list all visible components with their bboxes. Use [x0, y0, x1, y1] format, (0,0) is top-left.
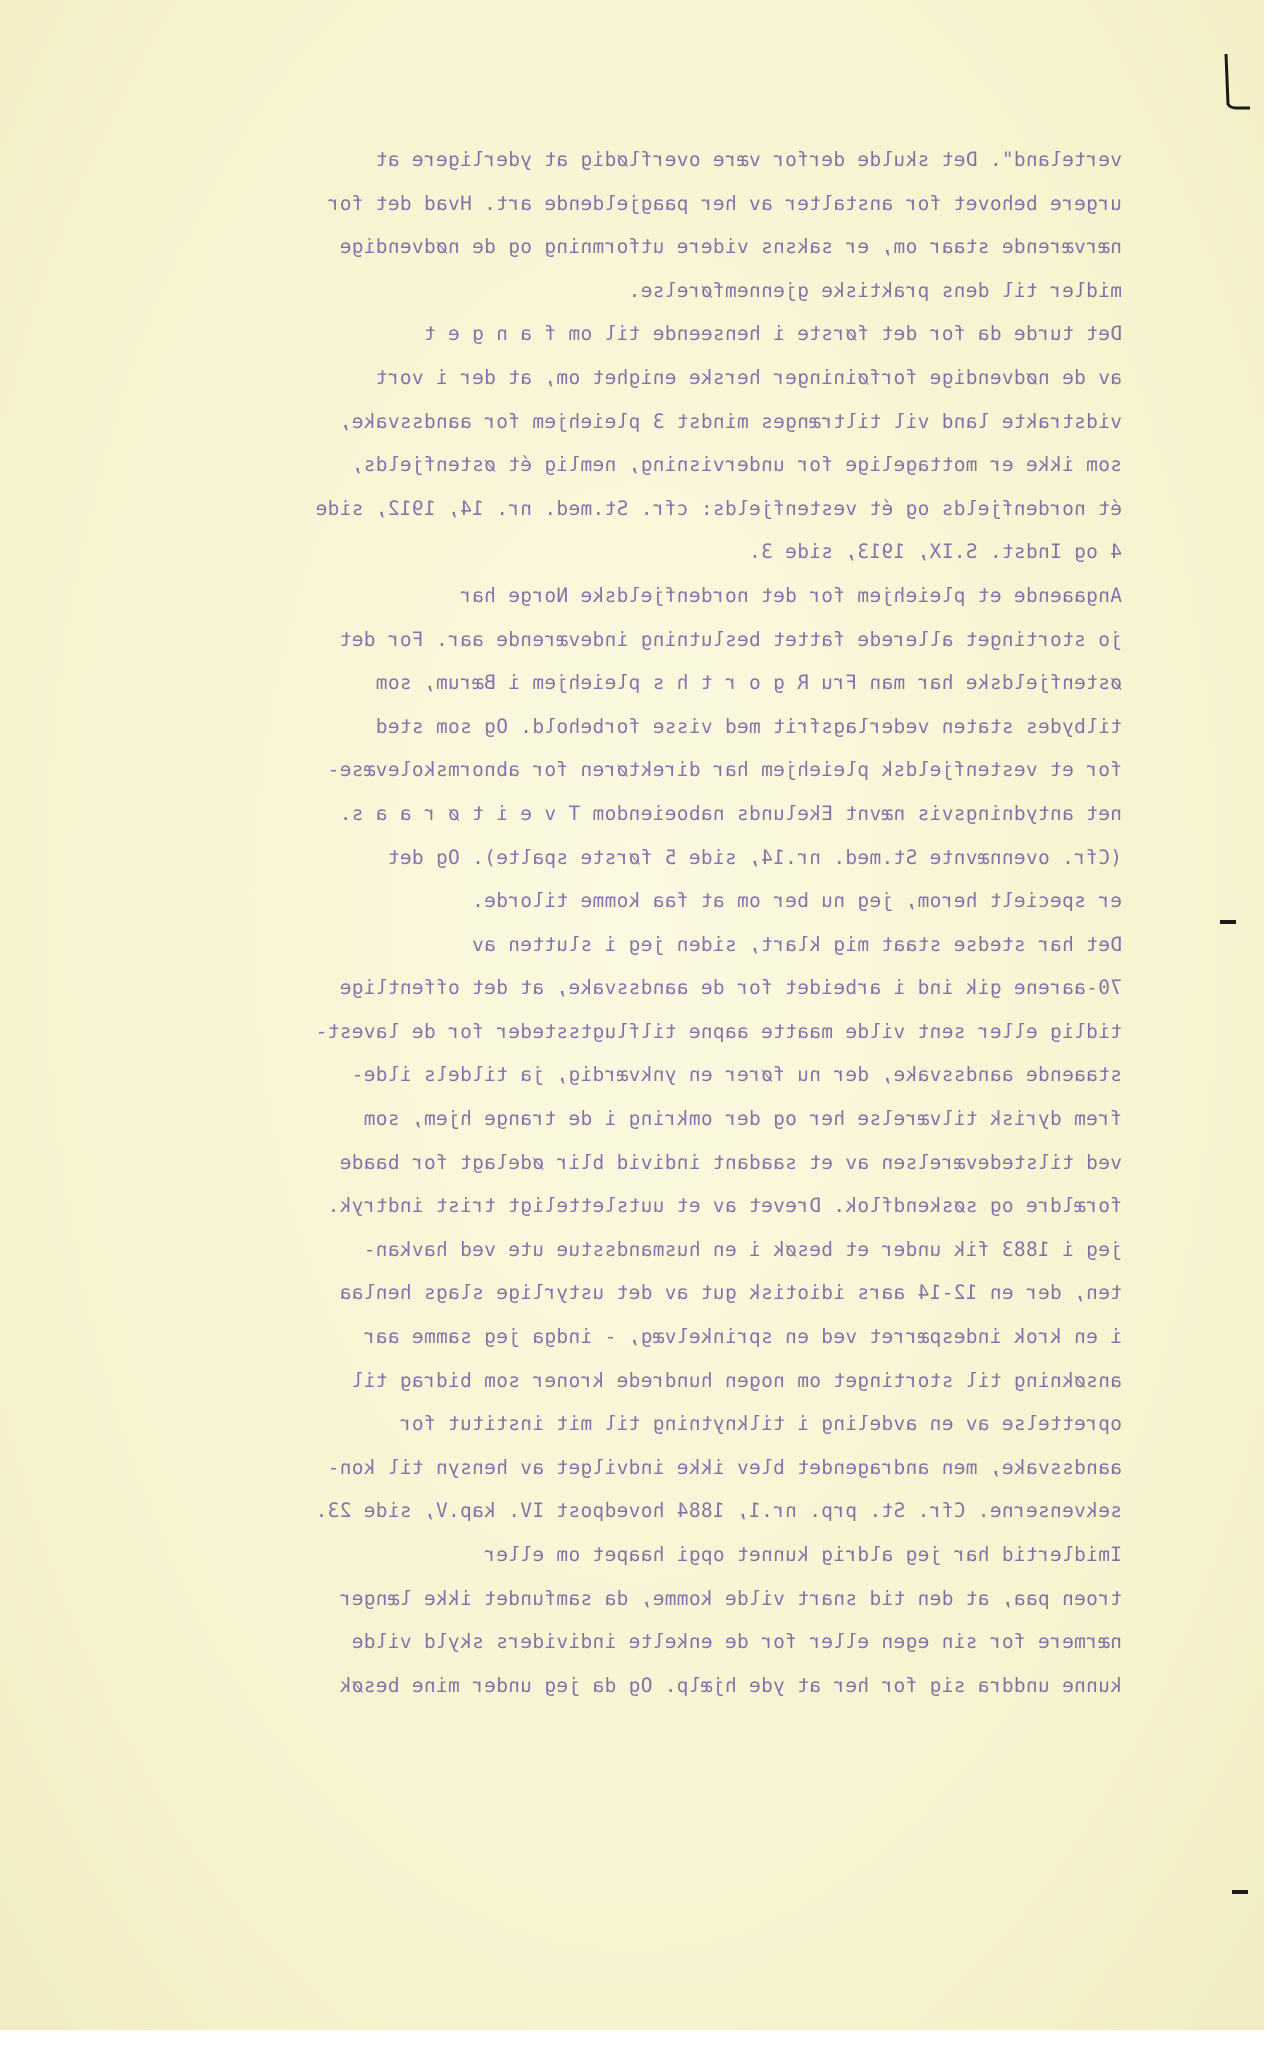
text-line: for et vestenfjeldsk pleiehjem har direktøren for abnormskolevæse- — [327, 758, 1122, 782]
text-line: aandssvake, men andragendet blev ikke indvilget av hensyn til kon- — [327, 1455, 1122, 1479]
text-line: er specielt herom, jeg nu ber om at faa komme tilorde. — [471, 889, 1122, 913]
text-line: ét nordenfjelds og ét vestenfjelds: cfr. St.med. nr. 14, 1912, side — [315, 496, 1122, 520]
text-line: jeg i 1883 fik under et besøk i en husmandsstue ute ved havkan- — [363, 1237, 1122, 1261]
text-line: kunne unddra sig for her at yde hjælp. Og da jeg under mine besøk — [339, 1673, 1122, 1697]
text-line: forældre og søskendflok. Drevet av et uutsletteligt trist indtryk. — [327, 1194, 1122, 1218]
text-line: i en krok indespærret ved en sprinkelvæg, - indga jeg samme aar — [363, 1325, 1122, 1349]
text-line: net antydningsvis nævnt Ekelunds naboeiendom T v e i t ø r a a s. — [339, 801, 1122, 825]
text-line: Imidlertid har jeg aldrig kunnet opgi haapet om eller — [483, 1543, 1122, 1566]
text-line: ten, der en 12-14 aars idiotisk gut av det ustyrlige slags henlaa — [339, 1281, 1122, 1305]
bleed-through-text — [102, 138, 1122, 1707]
corner-bracket-mark — [1222, 50, 1252, 112]
text-line: som ikke er mottagelige for undervisning, nemlig ét østenfjelds, — [351, 453, 1122, 477]
text-line: urgere behovet for anstalter av her paagjeldende art. Hvad det for — [327, 191, 1122, 215]
text-line: troen paa, at den tid snart vilde komme, da samfundet ikke længer — [339, 1586, 1122, 1610]
text-line: staaende aandssvake, der nu fører en ynkværdig, ja tildels ilde- — [351, 1063, 1122, 1087]
text-line: 70-aarene gik ind i arbeidet for de aandssvake, at det offentlige — [339, 976, 1122, 1000]
margin-tick-mark — [1220, 920, 1236, 924]
text-line: Det turde da for det første i henseende til om f a n g e t — [423, 322, 1122, 346]
text-line: oprettelse av en avdeling i tilknytning til mit institut for — [399, 1412, 1122, 1436]
text-line: (Cfr. ovennævnte St.med. nr.14, side 5 første spalte). Og det — [387, 845, 1122, 869]
text-line: nærværende staar om, er saksns videre utformning og de nødvendige — [339, 235, 1122, 259]
text-line: midler til dens praktiske gjennemførelse. — [628, 278, 1122, 302]
text-line: tidlig eller sent vilde maatte aapne tilflugtssteder for de lavest- — [315, 1019, 1122, 1043]
text-line: jo stortinget allerede fattet beslutning indeværende aar. For det — [339, 627, 1122, 651]
text-line: Det har stedse staat mig klart, siden jeg i slutten av — [471, 932, 1122, 956]
text-line: vidstrakte land vil tiltrænges mindst 3 pleiehjem for aandssvake, — [339, 409, 1122, 433]
margin-tick-mark — [1232, 1890, 1248, 1894]
text-line: ved tilstedeværelsen av et saadant individ blir ødelagt for baade — [339, 1150, 1122, 1174]
text-line: av de nødvendige forføininger herske enighet om, at der i vort — [375, 365, 1122, 389]
text-line: tilbydes staten vederlagsfrit med visse forbehold. Og som sted — [375, 714, 1122, 738]
text-line: sekvenserne. Cfr. St. prp. nr.1, 1884 hovedpost IV. kap.V, side 23. — [315, 1499, 1122, 1523]
text-line: nærmere for sin egen eller for de enkelte individers skyld vilde — [351, 1630, 1122, 1654]
text-line: ansøkning til stortinget om nogen hundrede kroner som bidrag til — [351, 1368, 1122, 1392]
text-line: Angaaende et pleiehjem for det nordenfjeldske Norge har — [459, 583, 1122, 607]
text-line: frem dyrisk tilværelse her og der omkring i de trange hjem, som — [363, 1107, 1122, 1131]
text-line: 4 og Indst. S.IX, 1913, side 3. — [748, 540, 1122, 564]
text-line: østenfjeldske har man Fru R g o r t h s pleiehjem i Bærum, som — [375, 671, 1122, 695]
text-line: verteland". Det skulde derfor være overflødig at yderligere at — [375, 148, 1122, 171]
